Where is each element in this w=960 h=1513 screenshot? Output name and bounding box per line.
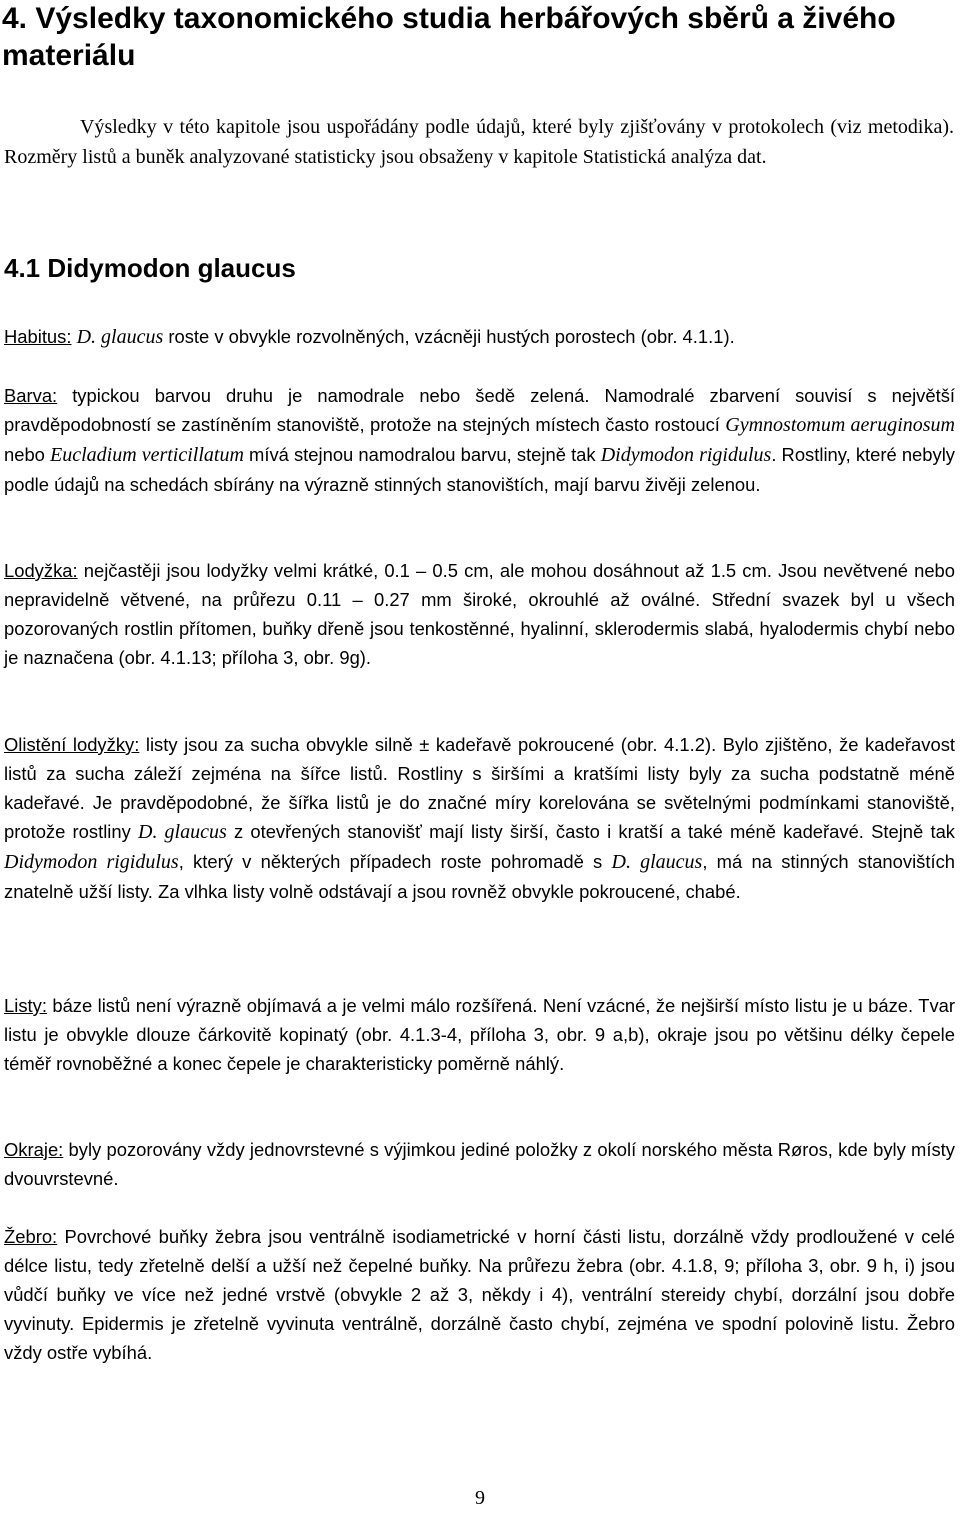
habitus-label: Habitus: [4, 326, 72, 347]
okraje-paragraph [4, 1135, 955, 1193]
okraje-label: Okraje: [4, 1139, 64, 1160]
barva-label: Barva: [4, 385, 58, 406]
species-name: Eucladium verticillatum [50, 444, 244, 466]
species-name: Didymodon rigidulus [4, 851, 179, 873]
olisteni-text: z otevřených stanovišť mají listy širší, často i kratší a také méně kadeřavé. Stejně tak [226, 821, 955, 842]
habitus-paragraph [4, 322, 955, 352]
species-name: D. glaucus [611, 851, 703, 873]
page-number: 9 [475, 1487, 485, 1509]
species-name: Didymodon rigidulus [600, 444, 772, 466]
section-title: 4.1 Didymodon glaucus [4, 253, 296, 283]
listy-paragraph [4, 991, 955, 1078]
olisteni-label: Olistění lodyžky: [4, 734, 140, 755]
lodyzka-text: nejčastěji jsou lodyžky velmi krátké, 0.1 – 0.5 cm, ale mohou dosáhnout až 1.5 cm. Jsou nevětvené nebo nepravidelně větvené, na průřezu 0.11 – 0.27 mm široké, okrouhlé až oválné. Střední svazek byl u všech pozorovaných rostlin přítomen, buňky dřeně jsou tenkostěnné, hyalinní, sklerodermis slabá, hyalodermis chybí nebo je naznačena (obr. 4.1.13; příloha 3, obr. 9g). [4, 560, 955, 668]
olisteni-text: listy jsou za sucha obvykle silně ± kadeřavě pokroucené (obr. 4.1.2). Bylo zjištěno, že kadeřavost listů za sucha záleží zejména na šířce listů. Rostliny s širšími a kratšími listy byly za sucha podstatně méně kadeřavé. Je pravděpodobné, že šířka listů je do značné míry korelována se světelnými podmínkami stanoviště, protože rostliny [4, 734, 955, 842]
habitus-text: roste v obvykle rozvolněných, vzácněji hustých porostech (obr. 4.1.1). [163, 326, 735, 347]
olisteni-paragraph [4, 730, 955, 906]
lodyzka-label: Lodyžka: [4, 560, 78, 581]
barva-text: mívá stejnou namodralou barvu, stejně tak [243, 444, 601, 465]
barva-text: . Rostliny, které nebyly podle údajů na schedách sbírány na výrazně stinných stanovištích, mají barvu živěji zelenou. [4, 444, 955, 495]
zebro-paragraph [4, 1222, 955, 1367]
listy-text: báze listů není výrazně objímavá a je velmi málo rozšířená. Není vzácné, že nejširší místo listu je u báze. Tvar listu je obvykle dlouze čárkovitě kopinatý (obr. 4.1.3-4, příloha 3, obr. 9 a,b), okraje jsou po většinu délky čepele téměř rovnoběžné a konec čepele je charakteristicky poměrně náhlý. [4, 995, 955, 1074]
zebro-label: Žebro: [4, 1226, 58, 1247]
olisteni-text: , který v některých případech roste pohromadě s [178, 851, 612, 872]
olisteni-text: , má na stinných stanovištích znatelně užší listy. Za vlhka listy volně odstávají a jsou rovněž obvykle pokroucené, chabé. [4, 851, 956, 902]
species-name: Gymnostomum aeruginosum [725, 414, 955, 436]
species-name: D. glaucus [138, 821, 227, 843]
barva-paragraph [4, 381, 955, 499]
listy-label: Listy: [4, 995, 47, 1016]
zebro-text: Povrchové buňky žebra jsou ventrálně isodiametrické v horní části listu, dorzálně vždy prodloužené v celé délce listu, tedy zřetelně delší a užší než čepelné buňky. Na průřezu žebra (obr. 4.1.8, 9; příloha 3, obr. 9 h, i) jsou vůdčí buňky ve více než jedné vrstvě (obvykle 2 až 3, někdy i 4), ventrální stereidy chybí, dorzální jsou dobře vyvinuty. Epidermis je zřetelně vyvinuta ventrálně, dorzálně často chybí, zejména ve spodní polovině listu. Žebro vždy ostře vybíhá. [4, 1226, 955, 1363]
lodyzka-paragraph [4, 556, 955, 672]
barva-text: typickou barvou druhu je namodrale nebo šedě zelená. Namodralé zbarvení souvisí s největší pravděpodobností se zastíněním stanoviště, protože na stejných místech často rostoucí [4, 385, 955, 435]
okraje-text: byly pozorovány vždy jednovrstevné s výjimkou jediné položky z okolí norského města Røros, kde byly místy dvouvrstevné. [4, 1139, 955, 1189]
species-name: D. glaucus [76, 326, 164, 348]
chapter-title: 4. Výsledky taxonomického studia herbářových sběrů a živého materiálu [2, 2, 896, 72]
barva-text: nebo [4, 444, 51, 465]
intro-paragraph: Výsledky v této kapitole jsou uspořádány podle údajů, které byly zjišťovány v protokolech (viz metodika). Rozměry listů a buněk analyzované statisticky jsou obsaženy v kapitole Statistická analýza dat. [4, 116, 954, 168]
